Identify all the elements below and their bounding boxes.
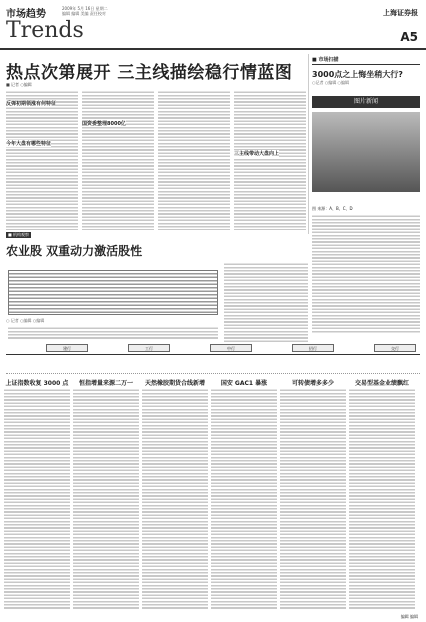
article-column-1: [6, 90, 78, 230]
section-name-en: Trends: [6, 18, 84, 43]
article-column-4: [234, 90, 306, 230]
news-photo: [312, 112, 420, 192]
nav-item-2[interactable]: 工行: [128, 344, 170, 352]
issue-date: 2009年 5月 16日 星期二: [62, 6, 108, 11]
paper-name: 上海证券报: [383, 9, 418, 17]
subhead-2: 今年大盘有哪些特征: [6, 141, 52, 147]
sidebar-title: ■ 市场扫描: [312, 56, 420, 65]
issue-meta: [62, 6, 108, 16]
secondary-column-2: [8, 326, 218, 340]
page-number: A5: [400, 30, 418, 44]
section-name-cn: 市场趋势: [6, 9, 46, 20]
nav-item-3[interactable]: 中行: [210, 344, 252, 352]
right-sidebar: [312, 56, 420, 86]
column-divider: [308, 54, 309, 234]
bottom-column-title-6: 交易型基金业绩飘红: [354, 380, 409, 387]
sidebar-article: [312, 214, 420, 334]
nav-item-5[interactable]: 交行: [374, 344, 416, 352]
main-byline: ■ 记者 ○编辑: [6, 82, 32, 87]
main-headline: 热点次第展开 三主线描绘稳行情蓝图: [6, 63, 293, 83]
bottom-column-title-3: 天然橡胶期货合线新增: [144, 380, 205, 387]
nav-item-4[interactable]: 招行: [292, 344, 334, 352]
bottom-column-title-2: 恒指增量来源二万一: [78, 380, 133, 387]
bank-nav-strip: [6, 344, 420, 352]
subhead-1: 反弹初期领涨有何特征: [6, 101, 57, 107]
subhead-4: 三主线带动大盘向上: [234, 151, 280, 157]
photo-banner: 图片新闻: [312, 96, 420, 108]
bottom-column-body-6: [349, 388, 415, 610]
nav-item-1[interactable]: 建行: [46, 344, 88, 352]
bottom-column-body-4: [211, 388, 277, 610]
photo-caption: 图 来源：A、B、C、D: [312, 206, 353, 211]
divider-band: [6, 354, 420, 374]
secondary-headline: 农业股 双重动力激活股性: [6, 244, 143, 258]
sidebar-headline: 3000点之上悔坐稍大行?: [312, 70, 403, 79]
page-footer: 编辑 编辑: [400, 614, 418, 619]
bottom-column-body-3: [142, 388, 208, 610]
bottom-column-body-2: [73, 388, 139, 610]
article-column-3: [158, 90, 230, 230]
subhead-3: 国资委整理8000亿: [82, 121, 126, 127]
sidebar-byline: ○记者 ○编辑 ○编辑: [312, 80, 350, 85]
issue-editors: 编辑 编辑 美编 责任校对: [62, 11, 106, 16]
bottom-column-title-4: 国安 GAC1 暴涨: [220, 380, 268, 387]
secondary-tag: ■ 机构观察: [8, 232, 30, 237]
secondary-byline: ○ 记者 ○编辑 ○编辑: [6, 318, 45, 323]
bottom-column-title-1: 上证指数收复 3000 点: [5, 380, 69, 387]
pull-quote: [8, 270, 218, 315]
bottom-column-body-5: [280, 388, 346, 610]
bottom-column-title-5: 可转债增多多少: [291, 380, 334, 387]
bottom-column-body-1: [4, 388, 70, 610]
secondary-column-1: [224, 262, 308, 342]
article-column-2: [82, 90, 154, 230]
